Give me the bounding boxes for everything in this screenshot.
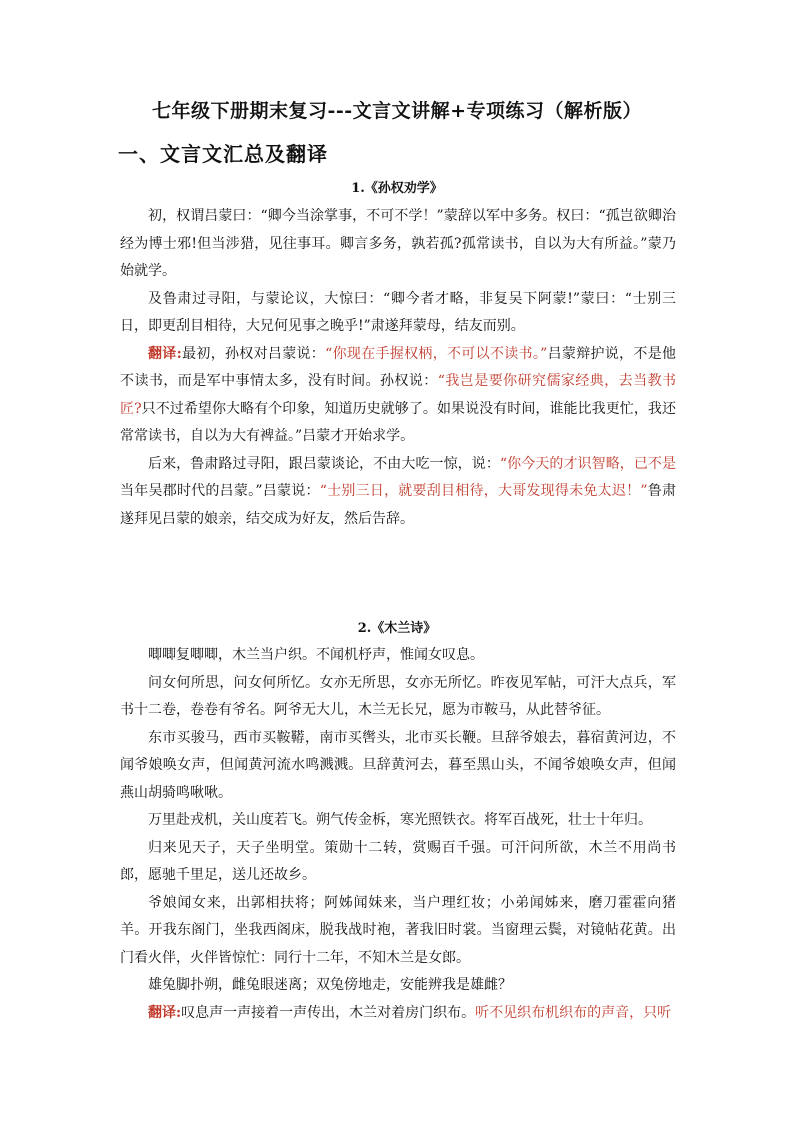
translation-label: 翻译: bbox=[148, 345, 182, 362]
translation-paragraph: 翻译:叹息声一声接着一声传出，木兰对着房门织布。听不见织布机织布的声音，只听 bbox=[148, 1004, 672, 1021]
original-paragraph: 及鲁肃过寻阳，与蒙论议，大惊曰：“卿今者才略，非复吴下阿蒙!”蒙曰：“士别三日，即更刮目相待，大兄何见事之晚乎!”肃遂拜蒙母，结友而别。 bbox=[120, 290, 676, 334]
translation-paragraph: 后来，鲁肃路过寻阳，跟吕蒙谈论，不由大吃一惊，说：“你今天的才识智略，已不是当年吴郡时代的吕蒙。”吕蒙说：“士别三日，就要刮目相待，大哥发现得未免太迟！”鲁肃遂拜见吕蒙的娘亲，结交成为好友，然后告辞。 bbox=[120, 455, 676, 527]
poem-title-sun-quan: 1.《孙权劝学》 bbox=[351, 181, 443, 196]
translation-label: 翻译: bbox=[148, 1004, 182, 1021]
section-heading: 一、文言文汇总及翻译 bbox=[118, 142, 328, 166]
original-paragraph: 初，权谓吕蒙曰：“卿今当涂掌事，不可不学！”蒙辞以军中多务。权曰：“孤岂欲卿治经为博士邪!但当涉猎，见往事耳。卿言多务，孰若孤?孤常读书，自以为大有所益。”蒙乃始就学。 bbox=[120, 208, 676, 279]
poem-title-mulan: 2.《木兰诗》 bbox=[357, 621, 437, 636]
original-paragraph: 问女何所思，问女何所忆。女亦无所思，女亦无所忆。昨夜见军帖，可汗大点兵，军书十二卷，卷卷有爷名。阿爷无大儿，木兰无长兄，愿为市鞍马，从此替爷征。 bbox=[120, 674, 676, 718]
original-paragraph: 爷娘闻女来，出郭相扶将；阿姊闻妹来，当户理红妆；小弟闻姊来，磨刀霍霍向猪羊。开我东阁门，坐我西阁床，脱我战时袍，著我旧时裳。当窗理云鬓，对镜帖花黄。出门看火伴，火伴皆惊忙：同行十二年，不知木兰是女郎。 bbox=[120, 894, 676, 966]
translation-paragraph: 翻译:最初，孙权对吕蒙说：“你现在手握权柄，不可以不读书。”吕蒙辩护说，不是他不读书，而是军中事情太多，没有时间。孙权说：“我岂是要你研究儒家经典，去当教书匠?只不过希望你大略有个印象，知道历史就够了。如果说没有时间，谁能比我更忙，我还常常读书，自以为大有裨益。”吕蒙才开始求学。 bbox=[120, 345, 677, 444]
original-paragraph: 东市买骏马，西市买鞍鞯，南市买辔头，北市买长鞭。旦辞爷娘去，暮宿黄河边，不闻爷娘唤女声，但闻黄河流水鸣溅溅。旦辞黄河去，暮至黑山头，不闻爷娘唤女声，但闻燕山胡骑鸣啾啾。 bbox=[120, 729, 676, 801]
poem-block-sun-quan bbox=[120, 203, 676, 533]
original-paragraph: 雄兔脚扑朔，雌兔眼迷离；双兔傍地走，安能辨我是雄雌？ bbox=[148, 977, 512, 993]
original-paragraph: 万里赴戎机，关山度若飞。朔气传金柝，寒光照铁衣。将军百战死，壮士十年归。 bbox=[148, 812, 652, 828]
original-paragraph: 唧唧复唧唧，木兰当户织。不闻机杼声，惟闻女叹息。 bbox=[148, 647, 484, 663]
original-paragraph: 归来见天子，天子坐明堂。策勋十二转，赏赐百千强。可汗问所欲，木兰不用尚书郎，愿驰千里足，送儿还故乡。 bbox=[120, 839, 676, 883]
document-title: 七年级下册期末复习---文言文讲解+专项练习（解析版） bbox=[151, 100, 643, 122]
poem-block-mulan bbox=[120, 642, 676, 1027]
